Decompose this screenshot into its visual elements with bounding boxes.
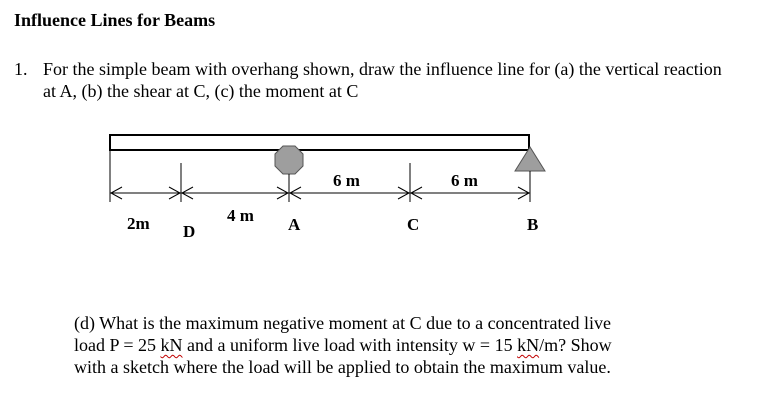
part-d-text: /m? Show <box>539 335 612 355</box>
part-d-line-3: with a sketch where the load will be applied to obtain the maximum value. <box>74 357 611 377</box>
part-d-line-2 <box>74 334 714 356</box>
pin-support-a <box>275 146 303 174</box>
dimension-label-2m: 2m <box>127 214 150 233</box>
part-d-text: load P = 25 <box>74 335 161 355</box>
unit-kn: kN <box>160 335 183 355</box>
part-d-line-1: (d) What is the maximum negative moment at C due to a concentrated live <box>74 313 612 333</box>
dimension-label-6m-right: 6 m <box>451 171 478 190</box>
question-part-d <box>74 312 714 378</box>
point-label-d: D <box>183 222 196 241</box>
point-label-a: A <box>288 215 301 234</box>
part-d-text: and a uniform live load with intensity w = 15 <box>182 335 518 355</box>
dimension-label-6m-left: 6 m <box>333 171 360 190</box>
dimension-label-4m: 4 m <box>227 206 254 225</box>
point-label-b: B <box>527 215 539 234</box>
beam <box>110 135 529 150</box>
question-number: 1. <box>14 59 28 79</box>
unit-kn: kN <box>517 335 540 355</box>
question-text: For the simple beam with overhang shown, draw the influence line for (a) the vertical reaction at A, (b) the shear at C, (c) the moment at C <box>43 59 722 101</box>
point-label-c: C <box>407 215 420 234</box>
page-title: Influence Lines for Beams <box>14 10 216 30</box>
